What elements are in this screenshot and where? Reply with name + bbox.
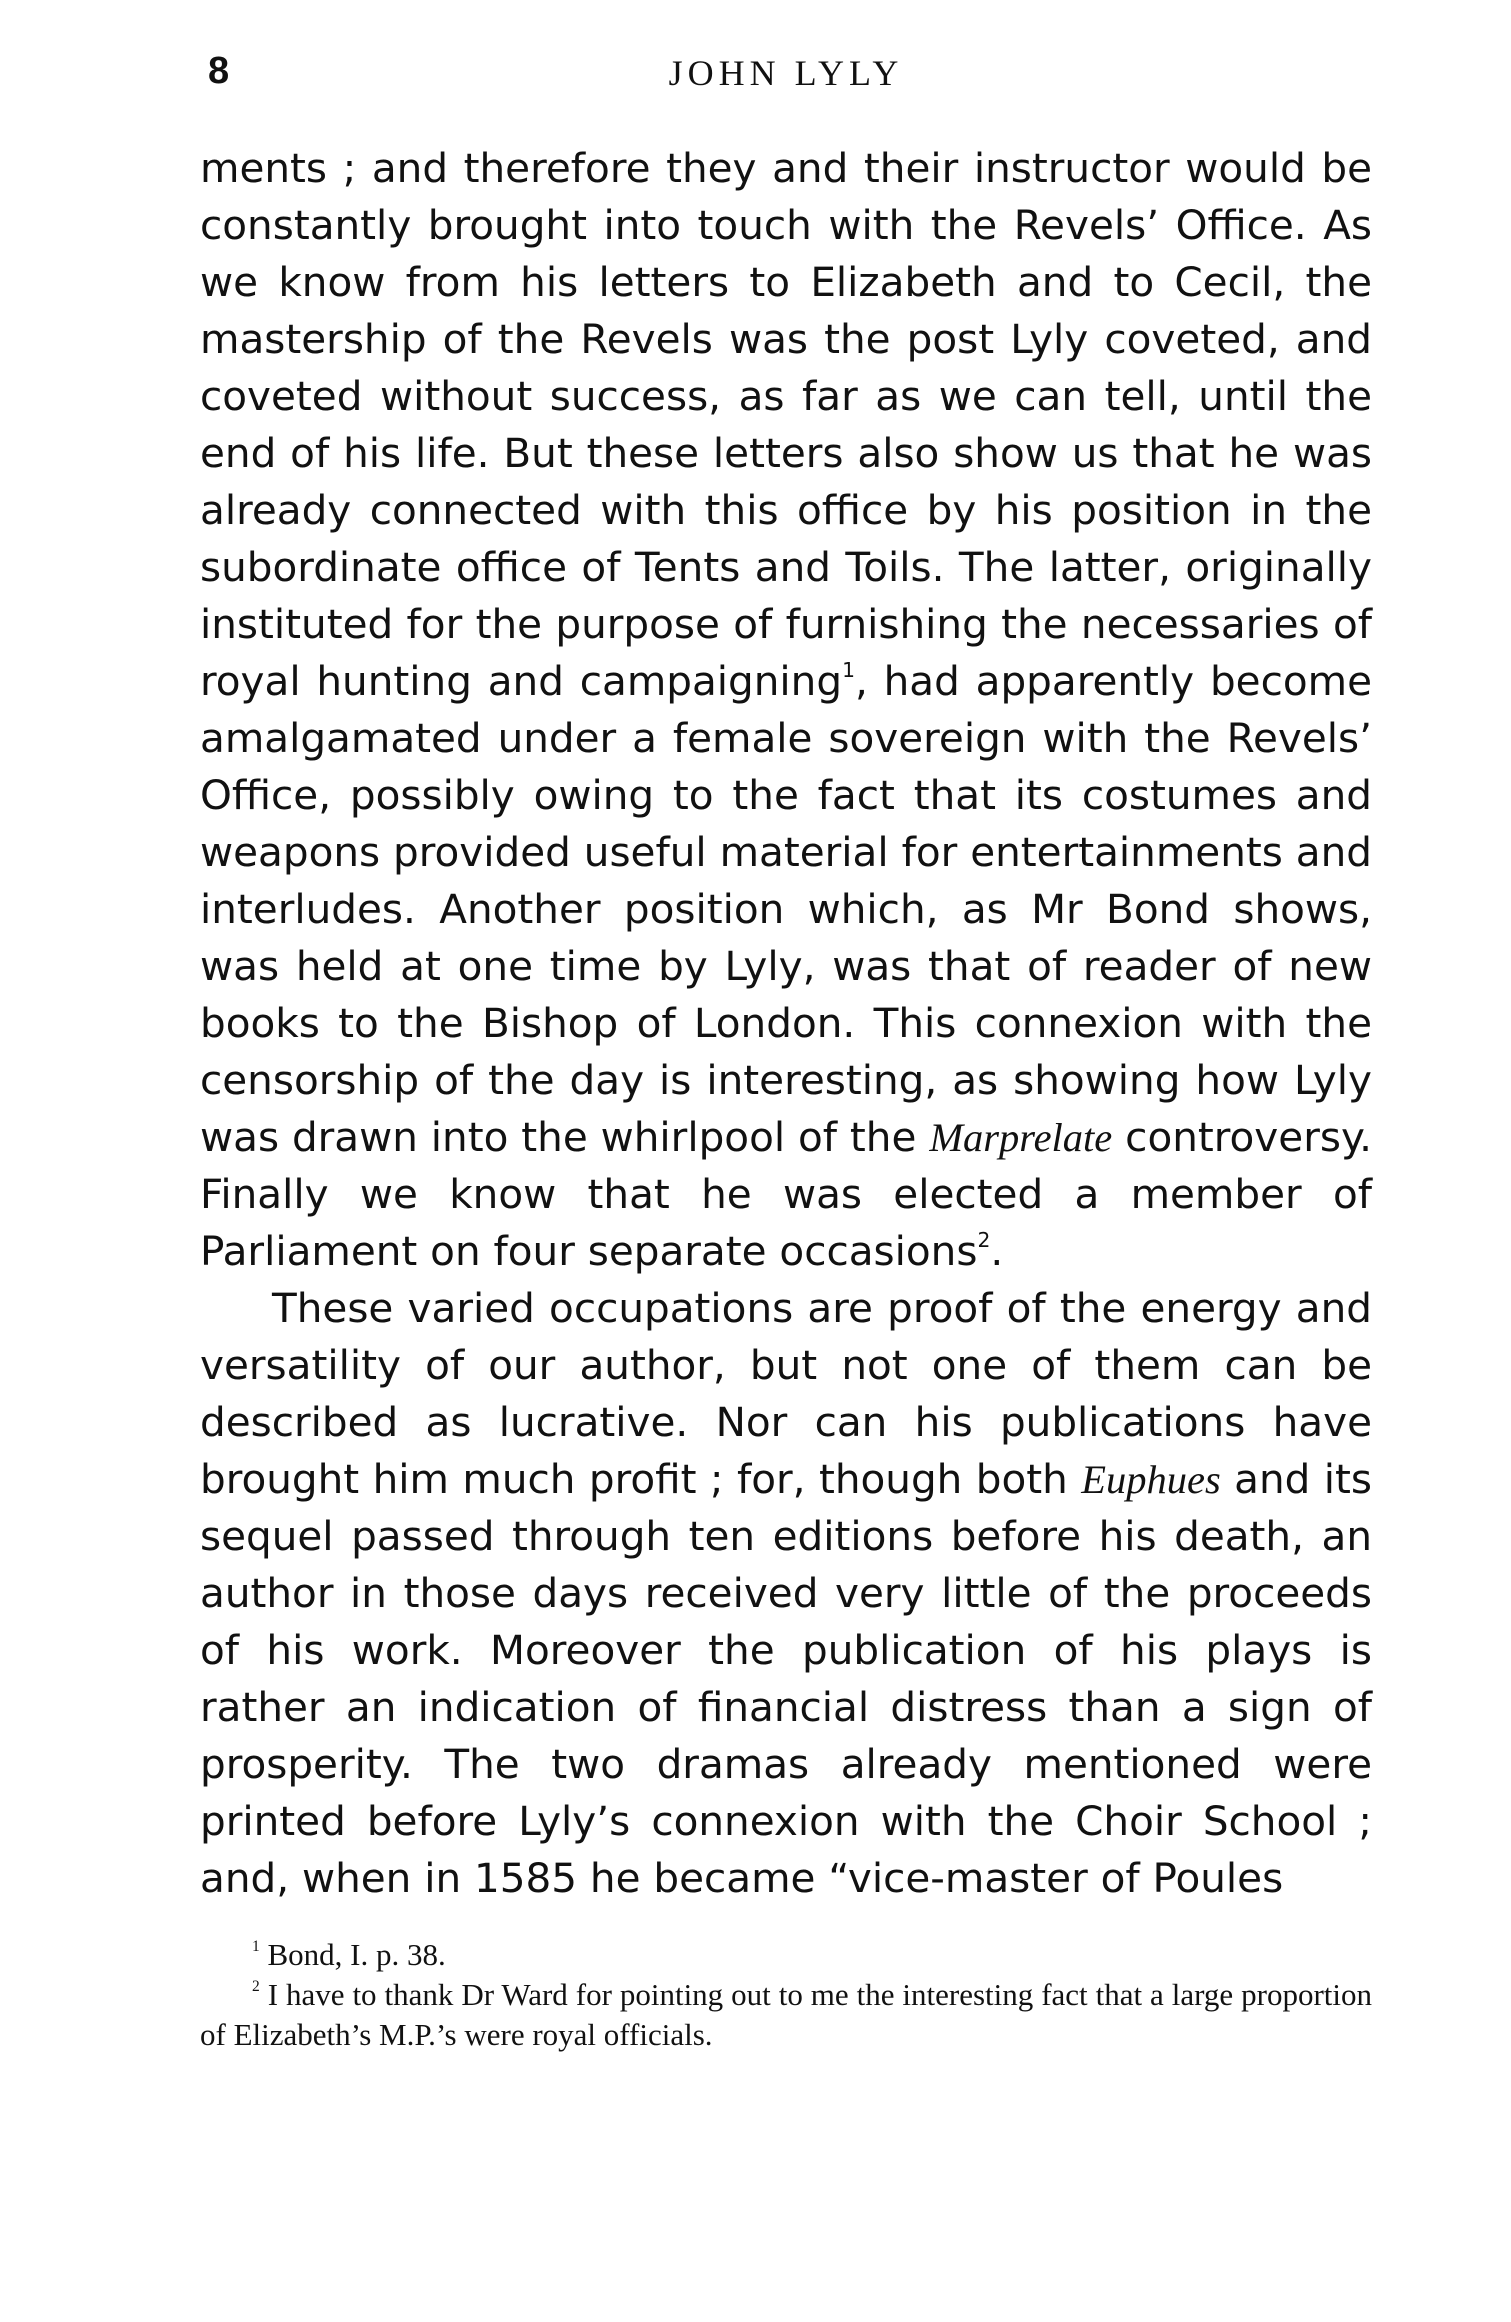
paragraph-1	[200, 140, 1372, 1280]
page-header	[200, 50, 1372, 110]
footnote-2-text: I have to thank Dr Ward for pointing out to me the interesting fact that a large proportion of Elizabeth’s M.P.’s were royal officials.	[200, 1977, 1372, 2052]
footnote-2	[200, 1975, 1372, 2055]
paragraph-1-text-a: ments ; and therefore they and their instructor would be constantly brought into touch with the Revels’ Office. As we know from his letters to Elizabeth and to Cecil, the mastership of the Revels was the post Lyly coveted, and coveted without success, as far as we can tell, until the end of his life. But these letters also show us that he was already connected with this office by his position in the subordinate office of Tents and Toils. The latter, originally instituted for the purpose of furnishing the necessaries of royal hunting and campaigning	[200, 144, 1372, 705]
paragraph-2	[200, 1280, 1372, 1907]
paragraph-1-end: .	[990, 1227, 1004, 1275]
page-number: 8	[208, 50, 230, 92]
footnote-ref-1: 1	[842, 657, 855, 682]
paragraph-2-text-a: These varied occupations are proof of the energy and versatility of our author, but not one of them can be described as lucrative. Nor can his publications have brought him much profit ; for, though both	[200, 1284, 1372, 1503]
book-page	[200, 50, 1372, 2055]
body-text	[200, 140, 1372, 1907]
paragraph-1-text-b: , had apparently become amalgamated under a female sovereign with the Revels’ Office, possibly owing to the fact that its costumes and weapons provided useful material for entertainments and interludes. Another position which, as Mr Bond shows, was held at one time by Lyly, was that of reader of new books to the Bishop of London. This connexion with the censorship of the day is interesting, as showing how Lyly was drawn into the whirlpool of the	[200, 657, 1373, 1161]
footnote-ref-2: 2	[977, 1227, 991, 1252]
marprelate-title: Marprelate	[929, 1115, 1113, 1160]
footnotes	[200, 1935, 1372, 2055]
footnote-1	[200, 1935, 1372, 1975]
footnote-mark-1: 1	[252, 1938, 260, 1956]
footnote-1-text: Bond, I. p. 38.	[267, 1937, 446, 1972]
running-head: JOHN LYLY	[668, 53, 904, 93]
footnote-mark-2: 2	[252, 1978, 260, 1996]
euphues-title: Euphues	[1081, 1457, 1221, 1502]
paragraph-1-text-c: controversy. Finally we know that he was elected a member of Parliament on four separate occasions	[200, 1113, 1373, 1275]
paragraph-2-text-b: and its sequel passed through ten editions before his death, an author in those days received very little of the proceeds of his work. Moreover the publication of his plays is rather an indication of financial distress than a sign of prosperity. The two dramas already mentioned were printed before Lyly’s connexion with the Choir School ; and, when in 1585 he became “vice-master of Poules	[200, 1455, 1372, 1902]
